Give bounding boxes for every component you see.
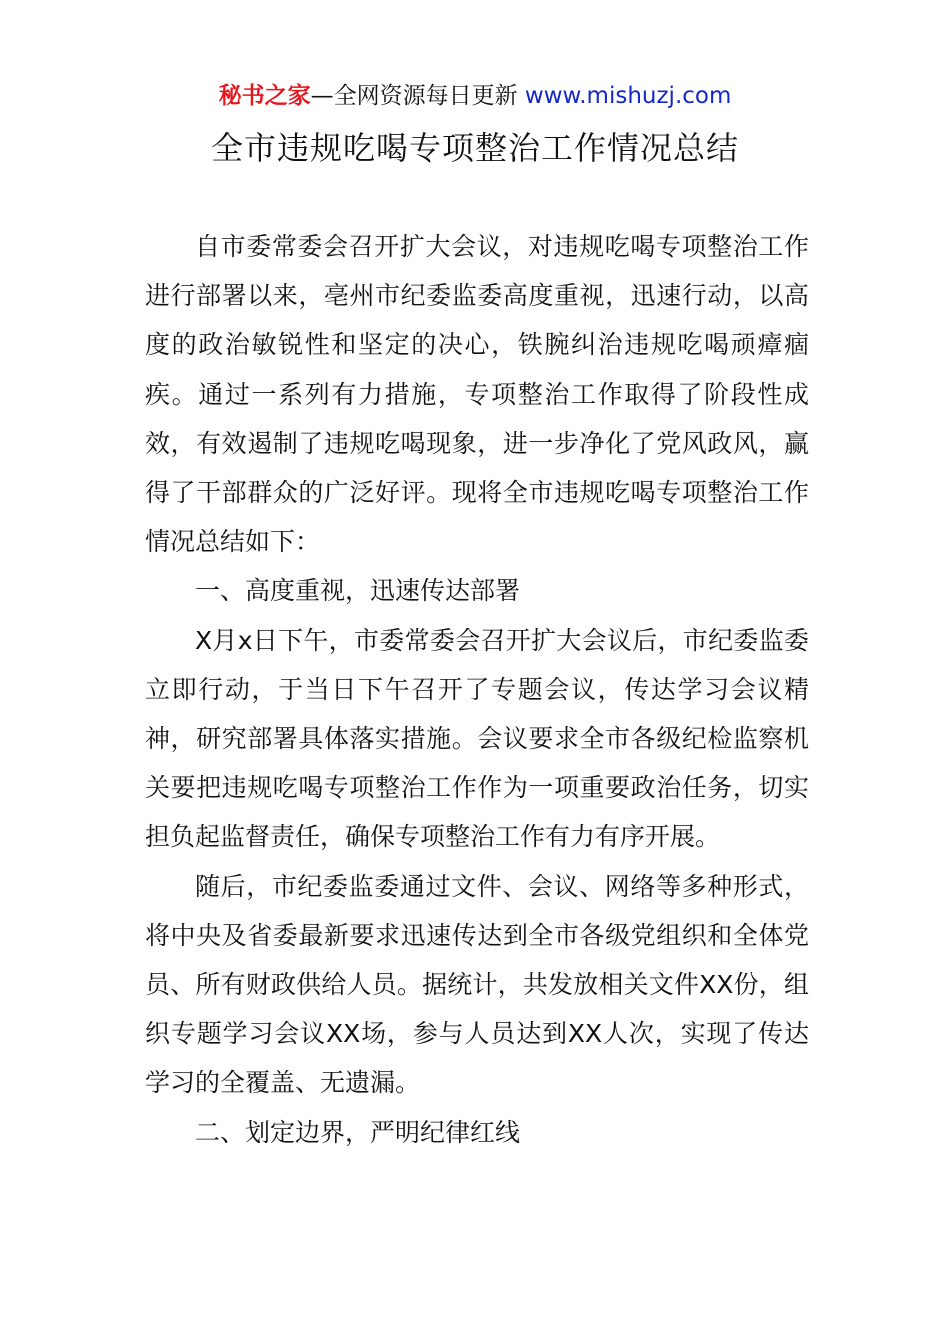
document-body: [145, 222, 809, 1157]
paragraph-intro: 自市委常委会召开扩大会议，对违规吃喝专项整治工作进行部署以来，亳州市纪委监委高度重视，迅速行动，以高度的政治敏锐性和坚定的决心，铁腕纠治违规吃喝顽瘴痼疾。通过一系列有力措施，专项整治工作取得了阶段性成效，有效遏制了违规吃喝现象，进一步净化了党风政风，赢得了干部群众的广泛好评。现将全市违规吃喝专项整治工作情况总结如下：: [145, 232, 809, 557]
document-title: 全市违规吃喝专项整治工作情况总结: [210, 129, 739, 167]
header-tagline: —全网资源每日更新: [310, 83, 525, 109]
brand-name: 秘书之家: [218, 83, 311, 109]
paragraph-section1-b: 随后，市纪委监委通过文件、会议、网络等多种形式，将中央及省委最新要求迅速传达到全市各级党组织和全体党员、所有财政供给人员。据统计，共发放相关文件XX份，组织专题学习会议XX场，参与人员达到XX人次，实现了传达学习的全覆盖、无遗漏。: [145, 871, 809, 1098]
site-url-link[interactable]: www.mishuzj.com: [524, 83, 732, 109]
site-header: [0, 80, 950, 112]
section-heading-1: 一、高度重视，迅速传达部署: [195, 576, 521, 606]
paragraph-section1-a: X月x日下午，市委常委会召开扩大会议后，市纪委监委立即行动，于当日下午召开了专题会议，传达学习会议精神，研究部署具体落实措施。会议要求全市各级纪检监察机关要把违规吃喝专项整治工作作为一项重要政治任务，切实担负起监督责任，确保专项整治工作有力有序开展。: [145, 625, 809, 852]
section-heading-2: 二、划定边界，严明纪律红线: [195, 1117, 521, 1147]
